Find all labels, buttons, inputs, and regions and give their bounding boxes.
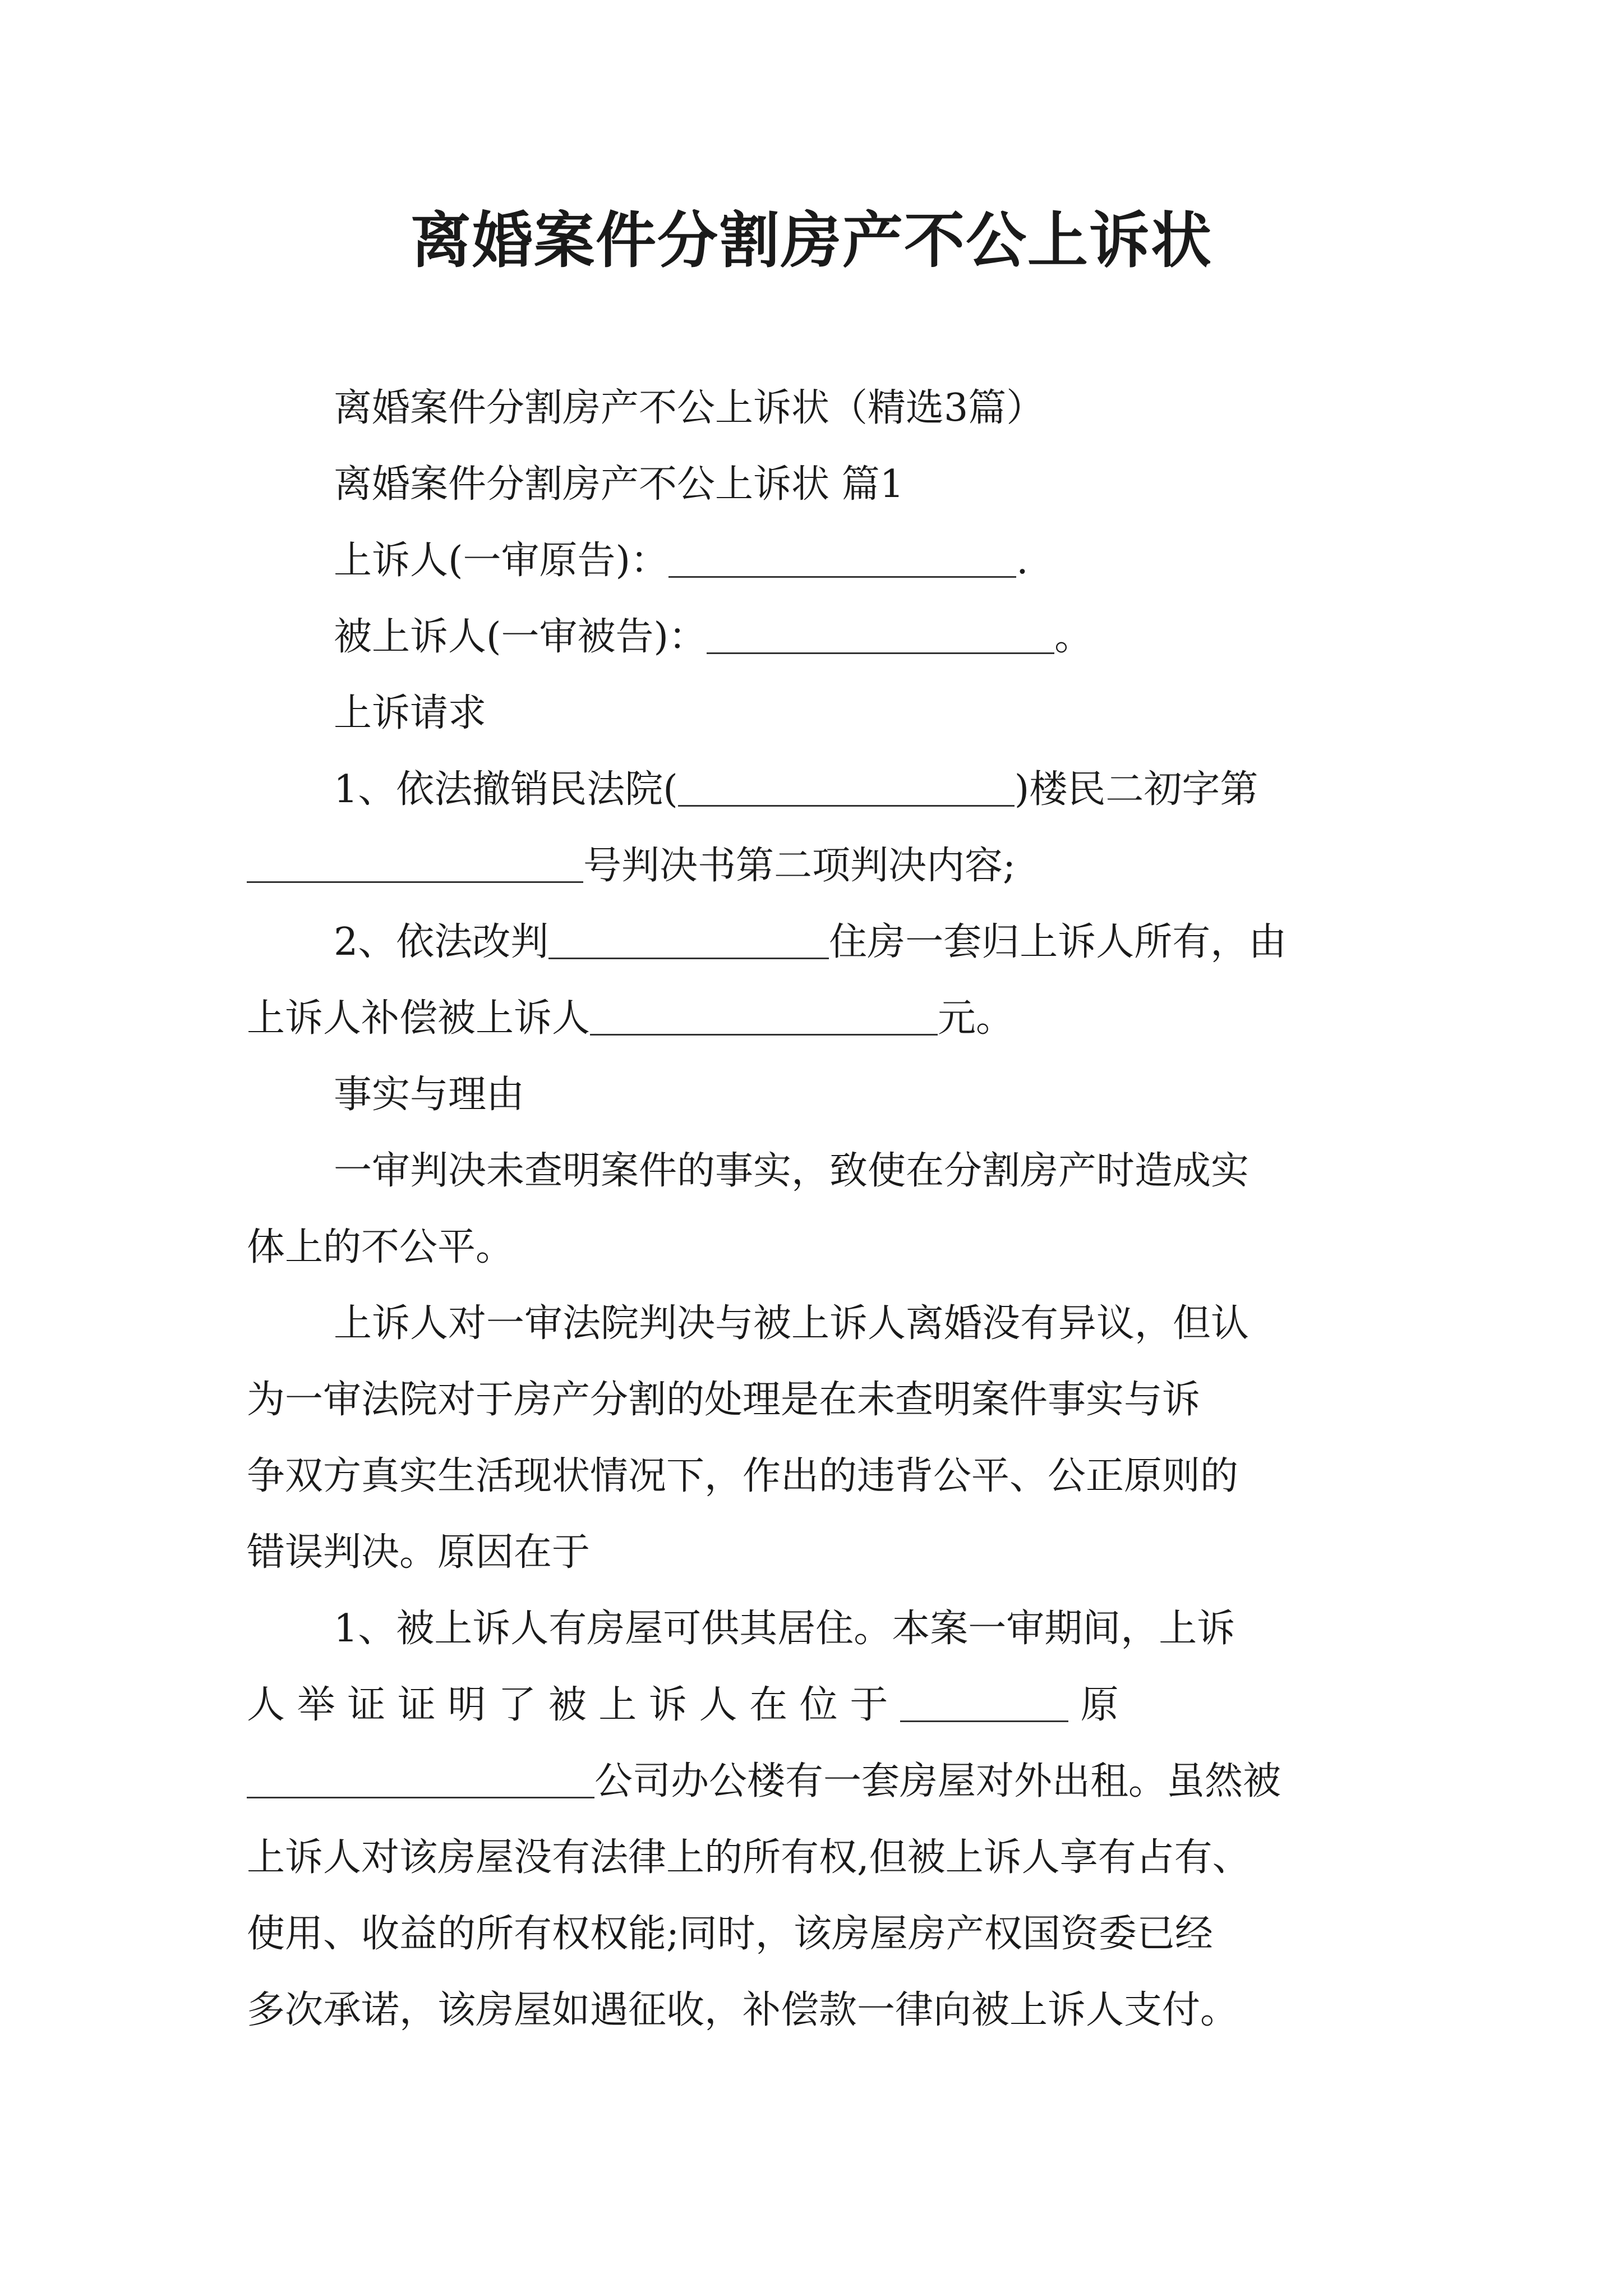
request2-text-c: 上诉人补偿被上诉人 xyxy=(247,996,591,1041)
section-heading: 离婚案件分割房产不公上诉状 篇1 xyxy=(334,462,904,507)
request2-line xyxy=(247,904,1391,981)
appellee-end: 。 xyxy=(1054,615,1093,659)
para3-line5: 使用、收益的所有权权能;同时，该房屋房产权国资委已经 xyxy=(247,1912,1213,1956)
facts-heading: 事实与理由 xyxy=(334,1073,525,1117)
para2-line2: 为一审法院对于房产分割的处理是在未查明案件事实与诉 xyxy=(247,1378,1201,1422)
para3-text-2b: 原 xyxy=(1080,1683,1119,1727)
para3-line2 xyxy=(247,1667,1391,1743)
request1-line2 xyxy=(247,828,1391,904)
appellant-line xyxy=(247,523,1391,599)
para1-line2: 体上的不公平。 xyxy=(247,1225,514,1269)
request2-text-b: 住房一套归上诉人所有，由 xyxy=(829,920,1287,964)
document-title: 离婚案件分割房产不公上诉状 xyxy=(410,206,1212,276)
para3-line4: 上诉人对该房屋没有法律上的所有权,但被上诉人享有占有、 xyxy=(247,1835,1251,1880)
appellee-label: 被上诉人(一审被告)： xyxy=(334,615,707,659)
para2-line4: 错误判决。原因在于 xyxy=(247,1530,591,1575)
appellee-line xyxy=(247,599,1391,675)
para3-text-2a: 人 举 证 证 明 了 被 上 诉 人 在 位 于 xyxy=(247,1683,888,1727)
para1-line1: 一审判决未查明案件的事实，致使在分割房产时造成实 xyxy=(334,1149,1249,1193)
appellant-label: 上诉人(一审原告)： xyxy=(334,539,669,583)
para2-line1: 上诉人对一审法院判决与被上诉人离婚没有异议，但认 xyxy=(334,1301,1249,1346)
request1-text-c: 号判决书第二项判决内容; xyxy=(583,844,1016,888)
para3-line6: 多次承诺，该房屋如遇征收，补偿款一律向被上诉人支付。 xyxy=(247,1988,1239,2032)
request2-text-d: 元。 xyxy=(938,996,1015,1041)
intro-line: 离婚案件分割房产不公上诉状（精选3篇） xyxy=(334,386,1045,430)
request-heading: 上诉请求 xyxy=(334,691,487,735)
appellee-blank xyxy=(707,614,1054,654)
request2-text-a: 2、依法改判 xyxy=(334,920,549,964)
appellant-end: . xyxy=(1016,539,1029,583)
request1-line xyxy=(247,752,1391,828)
appellant-blank xyxy=(668,538,1016,578)
document-body xyxy=(247,370,1391,2049)
request1-text-a: 1、依法撤销民法院( xyxy=(334,767,678,812)
para3-text-3: 公司办公楼有一套房屋对外出租。虽然被 xyxy=(594,1759,1281,1803)
para3-line3 xyxy=(247,1743,1391,1820)
company-blank xyxy=(247,1759,594,1798)
location-blank xyxy=(900,1682,1068,1722)
request1-text-b: )楼民二初字第 xyxy=(1014,767,1258,812)
amount-blank xyxy=(590,996,938,1036)
para3-line1: 1、被上诉人有房屋可供其居住。本案一审期间，上诉 xyxy=(334,1607,1235,1651)
court-blank xyxy=(678,767,1015,807)
request2-line2 xyxy=(247,981,1391,1057)
case-number-blank xyxy=(247,843,583,883)
para2-line3: 争双方真实生活现状情况下，作出的违背公平、公正原则的 xyxy=(247,1454,1239,1498)
house-blank xyxy=(548,919,829,959)
